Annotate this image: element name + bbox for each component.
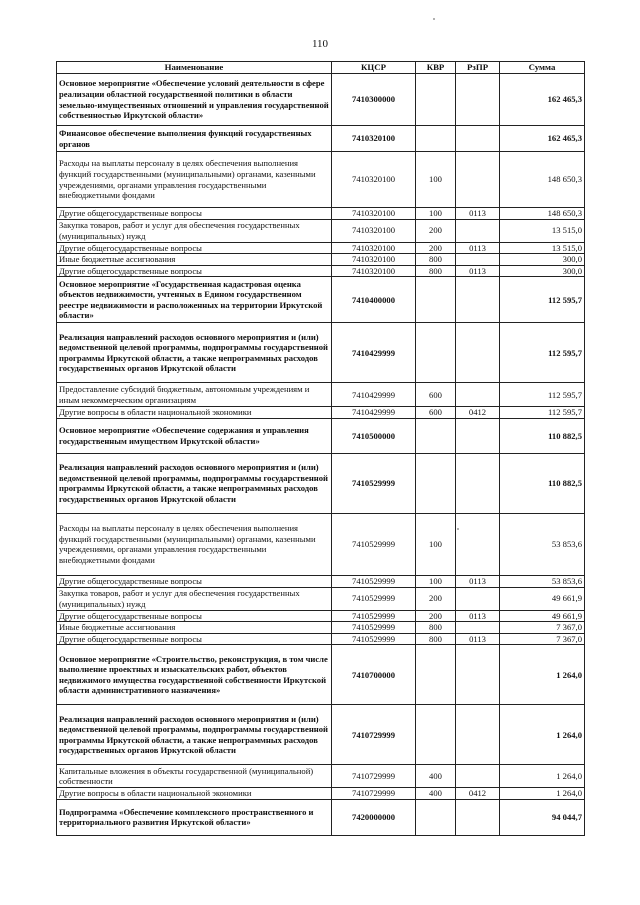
cell-rzpr: [456, 799, 500, 835]
table-row: [57, 799, 585, 835]
cell-name: Основное мероприятие «Строительство, реконструкция, в том числе выполнение проектных и изыскательских работ, объектов недвижимого имущества государственной собственности Иркутской области административного назначения»: [57, 645, 332, 705]
cell-code: 7410700000: [332, 645, 416, 705]
table-row: [57, 242, 585, 254]
cell-sum: 110 882,5: [500, 418, 585, 453]
cell-sum: 7 367,0: [500, 622, 585, 634]
cell-sum: 13 515,0: [500, 219, 585, 242]
cell-code: 7410529999: [332, 453, 416, 513]
cell-name: Реализация направлений расходов основного мероприятия и (или) ведомственной целевой программы, подпрограммы государственной программы Иркутской области, а также непрограммных расходов государственных органов Иркутской области: [57, 453, 332, 513]
table-row: [57, 219, 585, 242]
cell-sum: 112 595,7: [500, 277, 585, 323]
cell-kvr: 600: [416, 383, 456, 407]
cell-rzpr: [456, 513, 500, 575]
header-rzpr: РзПР: [456, 62, 500, 74]
cell-kvr: 800: [416, 254, 456, 266]
scan-speck: [457, 528, 459, 530]
cell-sum: 112 595,7: [500, 407, 585, 419]
cell-sum: 1 264,0: [500, 645, 585, 705]
cell-name: Другие общегосударственные вопросы: [57, 633, 332, 645]
cell-code: 7410729999: [332, 788, 416, 800]
table-row: [57, 407, 585, 419]
cell-sum: 1 264,0: [500, 788, 585, 800]
cell-kvr: 400: [416, 765, 456, 788]
cell-rzpr: 0412: [456, 407, 500, 419]
cell-rzpr: [456, 645, 500, 705]
cell-rzpr: [456, 622, 500, 634]
table-row: [57, 265, 585, 277]
cell-kvr: 100: [416, 208, 456, 220]
cell-sum: 94 044,7: [500, 799, 585, 835]
table-row: [57, 126, 585, 152]
cell-name: Основное мероприятие «Государственная кадастровая оценка объектов недвижимости, учтенных в Едином государственном реестре недвижимости и расположенных на территории Иркутской области»: [57, 277, 332, 323]
cell-kvr: 100: [416, 152, 456, 208]
table-row: [57, 788, 585, 800]
header-code: КЦСР: [332, 62, 416, 74]
cell-rzpr: 0113: [456, 265, 500, 277]
cell-name: Другие вопросы в области национальной экономики: [57, 788, 332, 800]
cell-kvr: [416, 453, 456, 513]
table-row: [57, 323, 585, 383]
cell-rzpr: [456, 277, 500, 323]
cell-rzpr: [456, 74, 500, 126]
table-row: [57, 633, 585, 645]
cell-kvr: 200: [416, 587, 456, 610]
cell-name: Основное мероприятие «Обеспечение условий деятельности в сфере реализации областной государственной политики в области земельно-имущественных отношений и управления государственной собственностью Иркутской области»: [57, 74, 332, 126]
cell-sum: 300,0: [500, 254, 585, 266]
cell-sum: 300,0: [500, 265, 585, 277]
cell-name: Другие общегосударственные вопросы: [57, 610, 332, 622]
cell-rzpr: [456, 323, 500, 383]
cell-name: Другие общегосударственные вопросы: [57, 575, 332, 587]
header-name: Наименование: [57, 62, 332, 74]
cell-sum: 49 661,9: [500, 610, 585, 622]
cell-sum: 53 853,6: [500, 575, 585, 587]
cell-code: 7410429999: [332, 383, 416, 407]
cell-rzpr: 0113: [456, 633, 500, 645]
cell-sum: 13 515,0: [500, 242, 585, 254]
cell-sum: 110 882,5: [500, 453, 585, 513]
cell-name: Основное мероприятие «Обеспечение содержания и управления государственным имуществом Иркутской области»: [57, 418, 332, 453]
table-row: [57, 622, 585, 634]
cell-kvr: 100: [416, 575, 456, 587]
cell-name: Реализация направлений расходов основного мероприятия и (или) ведомственной целевой программы, подпрограммы государственной программы Иркутской области, а также непрограммных расходов государственных органов Иркутской области: [57, 323, 332, 383]
cell-sum: 112 595,7: [500, 383, 585, 407]
cell-name: Реализация направлений расходов основного мероприятия и (или) ведомственной целевой программы, подпрограммы государственной программы Иркутской области, а также непрограммных расходов государственных органов Иркутской области: [57, 705, 332, 765]
cell-kvr: [416, 645, 456, 705]
table-row: [57, 254, 585, 266]
cell-code: 7410529999: [332, 622, 416, 634]
cell-rzpr: [456, 765, 500, 788]
cell-name: Закупка товаров, работ и услуг для обеспечения государственных (муниципальных) нужд: [57, 587, 332, 610]
cell-rzpr: 0113: [456, 242, 500, 254]
cell-code: 7410400000: [332, 277, 416, 323]
cell-name: Капитальные вложения в объекты государственной (муниципальной) собственности: [57, 765, 332, 788]
cell-code: 7420000000: [332, 799, 416, 835]
cell-rzpr: 0113: [456, 208, 500, 220]
cell-sum: 1 264,0: [500, 705, 585, 765]
cell-rzpr: [456, 418, 500, 453]
cell-kvr: 800: [416, 633, 456, 645]
cell-kvr: 200: [416, 610, 456, 622]
table-header-row: [57, 62, 585, 74]
cell-name: Финансовое обеспечение выполнения функций государственных органов: [57, 126, 332, 152]
cell-rzpr: [456, 705, 500, 765]
cell-kvr: 100: [416, 513, 456, 575]
cell-sum: 53 853,6: [500, 513, 585, 575]
cell-sum: 7 367,0: [500, 633, 585, 645]
cell-kvr: [416, 277, 456, 323]
cell-rzpr: [456, 152, 500, 208]
cell-code: 7410429999: [332, 323, 416, 383]
cell-rzpr: [456, 219, 500, 242]
cell-kvr: 600: [416, 407, 456, 419]
cell-rzpr: 0113: [456, 610, 500, 622]
cell-code: 7410320100: [332, 242, 416, 254]
cell-rzpr: 0113: [456, 575, 500, 587]
cell-rzpr: [456, 254, 500, 266]
cell-code: 7410529999: [332, 610, 416, 622]
cell-name: Другие общегосударственные вопросы: [57, 208, 332, 220]
page-number: 110: [311, 38, 329, 50]
cell-code: 7410320100: [332, 208, 416, 220]
cell-kvr: [416, 705, 456, 765]
cell-code: 7410320100: [332, 265, 416, 277]
cell-code: 7410320100: [332, 126, 416, 152]
table-row: [57, 587, 585, 610]
cell-name: Другие общегосударственные вопросы: [57, 242, 332, 254]
cell-sum: 112 595,7: [500, 323, 585, 383]
table-row: [57, 383, 585, 407]
cell-sum: 148 650,3: [500, 152, 585, 208]
cell-kvr: [416, 418, 456, 453]
cell-kvr: 800: [416, 265, 456, 277]
table-row: [57, 705, 585, 765]
cell-rzpr: 0412: [456, 788, 500, 800]
table-row: [57, 575, 585, 587]
cell-code: 7410300000: [332, 74, 416, 126]
cell-kvr: 800: [416, 622, 456, 634]
cell-code: 7410529999: [332, 575, 416, 587]
cell-name: Подпрограмма «Обеспечение комплексного пространственного и территориального развития Иркутской области»: [57, 799, 332, 835]
table-row: [57, 74, 585, 126]
cell-name: Закупка товаров, работ и услуг для обеспечения государственных (муниципальных) нужд: [57, 219, 332, 242]
cell-code: 7410529999: [332, 633, 416, 645]
cell-code: 7410500000: [332, 418, 416, 453]
table-row: [57, 418, 585, 453]
table-row: [57, 610, 585, 622]
cell-rzpr: [456, 587, 500, 610]
cell-rzpr: [456, 383, 500, 407]
cell-name: Иные бюджетные ассигнования: [57, 622, 332, 634]
table-row: [57, 277, 585, 323]
cell-kvr: [416, 74, 456, 126]
table-row: [57, 152, 585, 208]
cell-rzpr: [456, 453, 500, 513]
cell-code: 7410729999: [332, 765, 416, 788]
cell-sum: 49 661,9: [500, 587, 585, 610]
table-row: [57, 208, 585, 220]
table-row: [57, 645, 585, 705]
header-kvr: КВР: [416, 62, 456, 74]
cell-sum: 162 465,3: [500, 74, 585, 126]
table-body: [57, 74, 585, 836]
cell-sum: 148 650,3: [500, 208, 585, 220]
cell-name: Расходы на выплаты персоналу в целях обеспечения выполнения функций государственными (муниципальными) органами, казенными учреждениями, органами управления государственными внебюджетными фондами: [57, 513, 332, 575]
cell-sum: 162 465,3: [500, 126, 585, 152]
cell-name: Предоставление субсидий бюджетным, автономным учреждениям и иным некоммерческим организациям: [57, 383, 332, 407]
cell-kvr: 200: [416, 219, 456, 242]
table-row: [57, 513, 585, 575]
header-sum: Сумма: [500, 62, 585, 74]
table-row: [57, 453, 585, 513]
cell-kvr: [416, 323, 456, 383]
cell-name: Другие общегосударственные вопросы: [57, 265, 332, 277]
budget-table: [56, 61, 585, 836]
cell-code: 7410729999: [332, 705, 416, 765]
cell-code: 7410529999: [332, 513, 416, 575]
cell-name: Иные бюджетные ассигнования: [57, 254, 332, 266]
table-row: [57, 765, 585, 788]
cell-name: Другие вопросы в области национальной экономики: [57, 407, 332, 419]
scan-speck: [433, 18, 435, 20]
cell-code: 7410320100: [332, 254, 416, 266]
cell-code: 7410429999: [332, 407, 416, 419]
cell-kvr: 200: [416, 242, 456, 254]
cell-name: Расходы на выплаты персоналу в целях обеспечения выполнения функций государственными (муниципальными) органами, казенными учреждениями, органами управления государственными внебюджетными фондами: [57, 152, 332, 208]
cell-code: 7410320100: [332, 152, 416, 208]
cell-kvr: 400: [416, 788, 456, 800]
cell-kvr: [416, 799, 456, 835]
cell-code: 7410320100: [332, 219, 416, 242]
cell-sum: 1 264,0: [500, 765, 585, 788]
cell-code: 7410529999: [332, 587, 416, 610]
cell-rzpr: [456, 126, 500, 152]
cell-kvr: [416, 126, 456, 152]
